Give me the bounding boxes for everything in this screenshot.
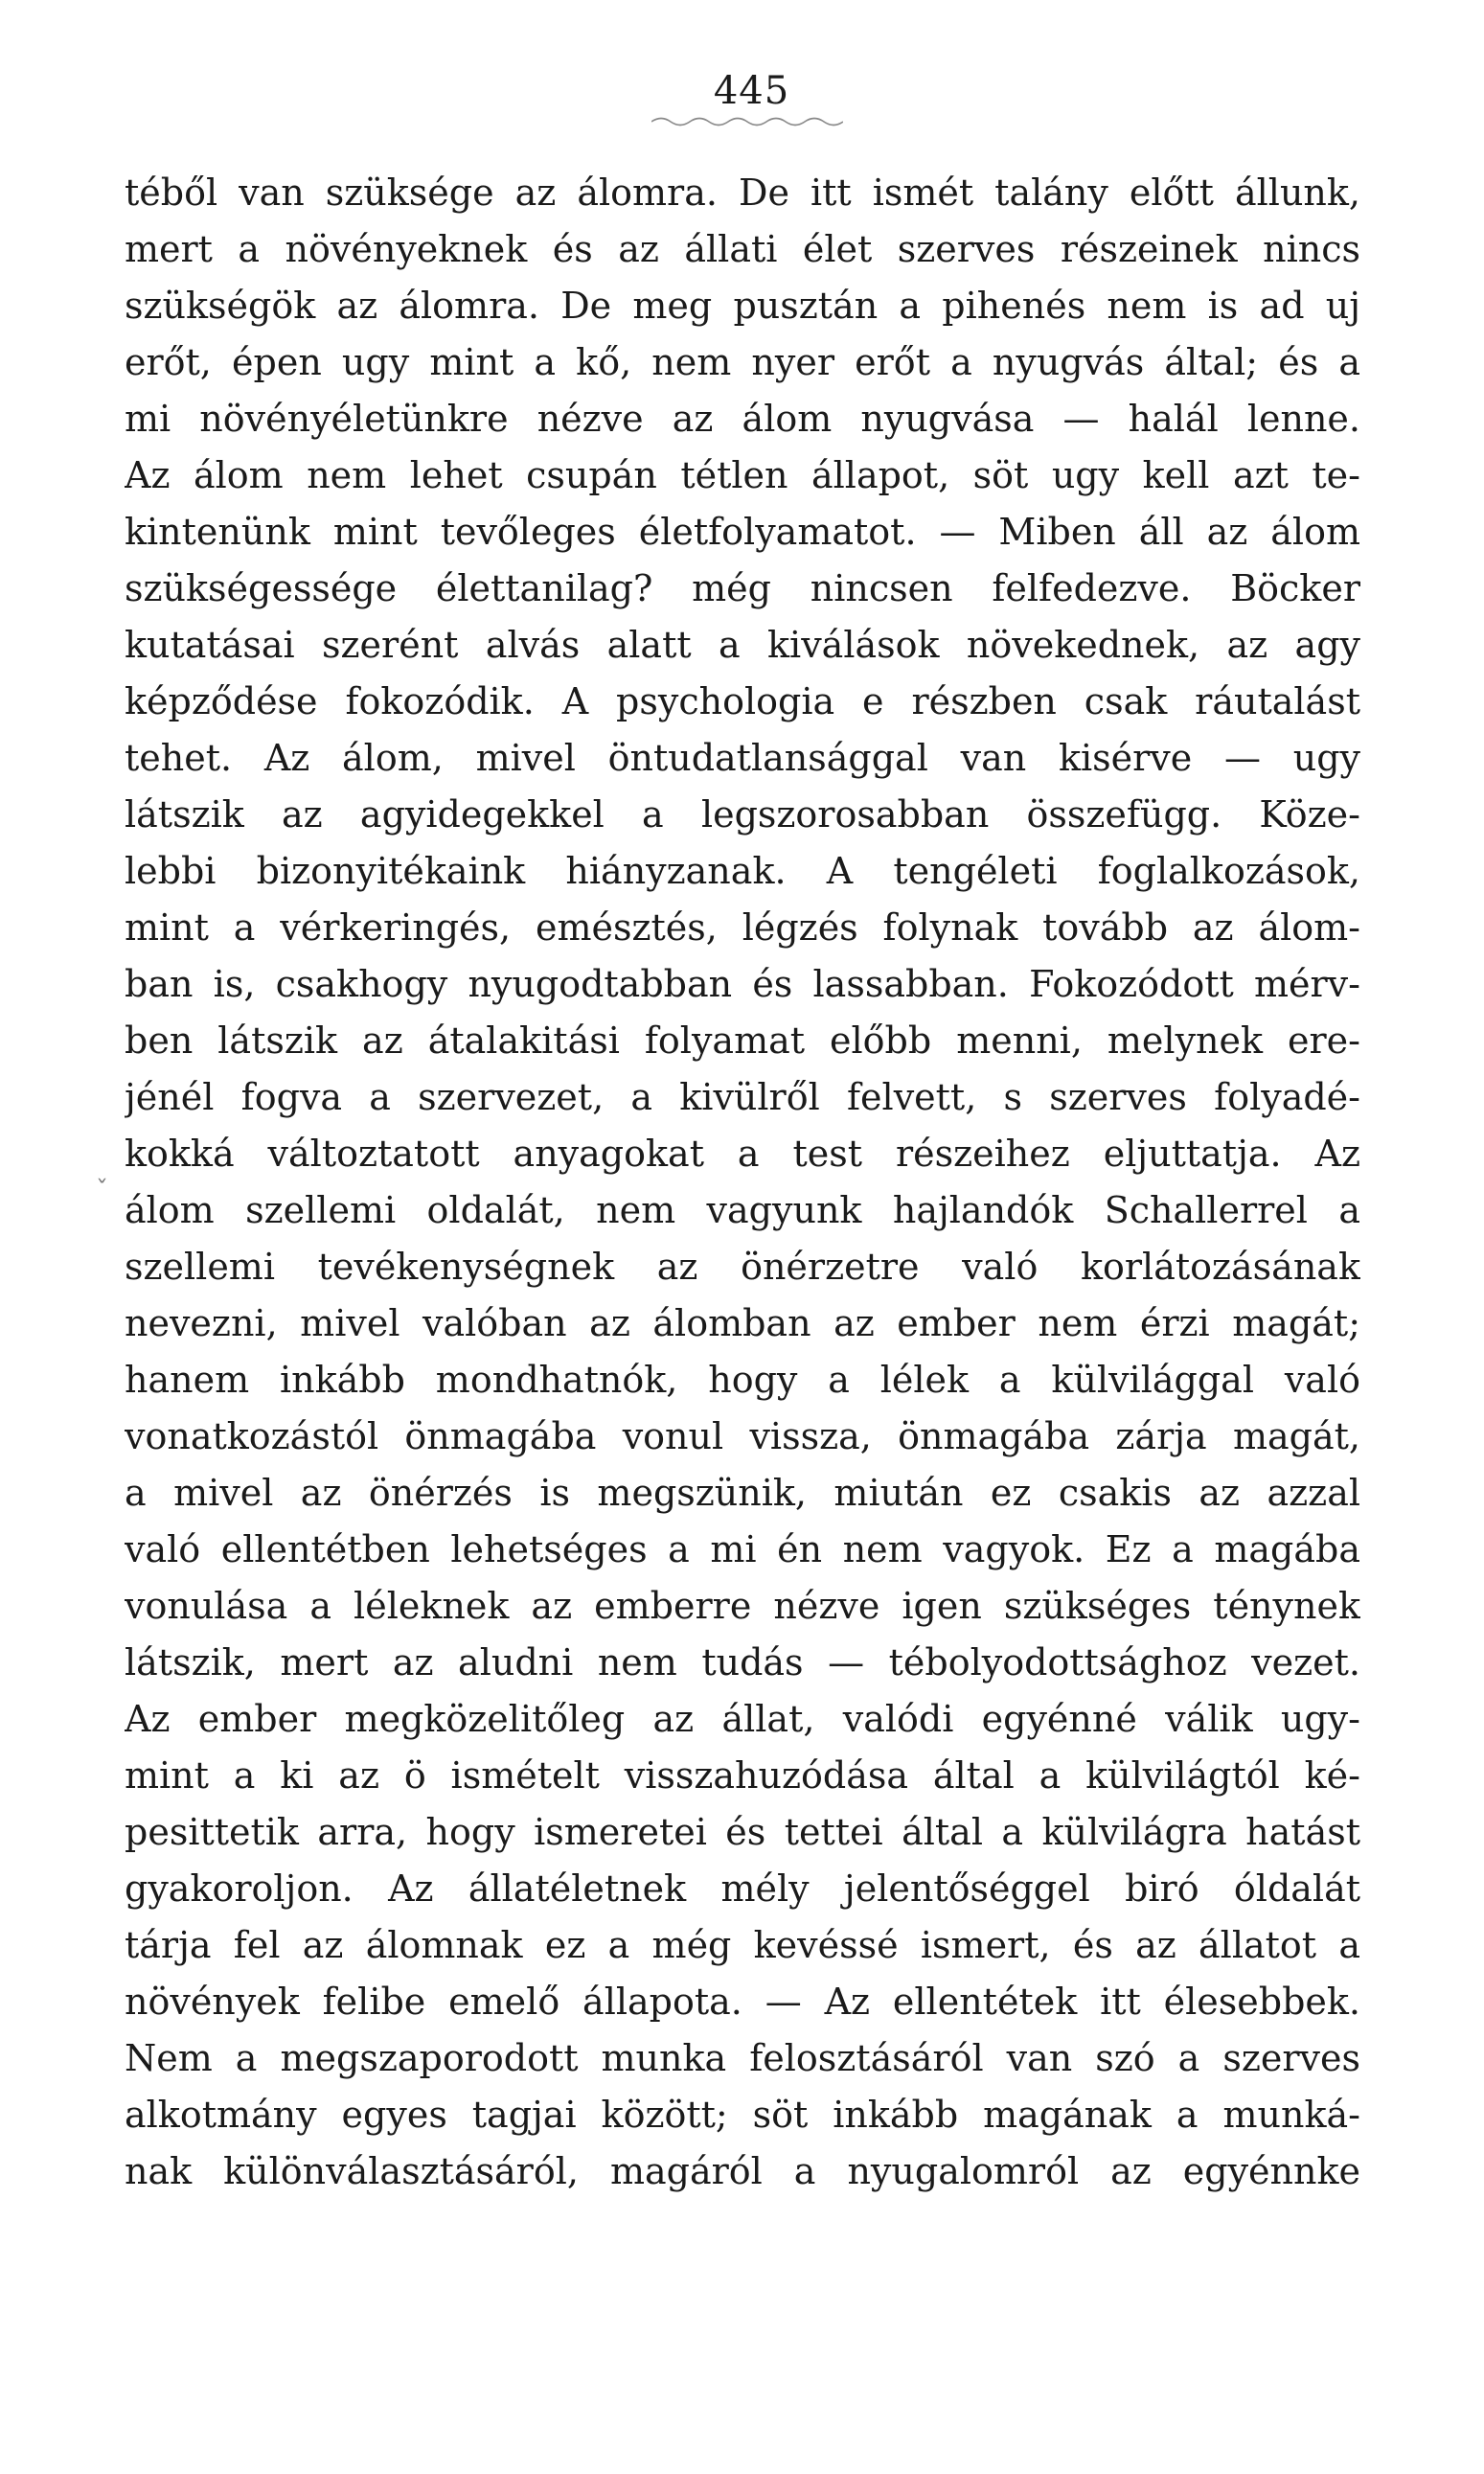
text-line: kintenünk mint tevőleges életfolyamatot. — Miben áll az álom xyxy=(125,511,1360,553)
text-line: Nem a megszaporodott munka felosztásáról van szó a szerves xyxy=(125,2037,1360,2079)
text-line: mint a vérkeringés, emésztés, légzés folynak tovább az álom- xyxy=(125,906,1360,949)
text-line: vonulása a léleknek az emberre nézve igen szükséges ténynek xyxy=(125,1585,1360,1627)
text-line: látszik az agyidegekkel a legszorosabban összefügg. Köze- xyxy=(125,793,1360,836)
text-line: lebbi bizonyitékaink hiányzanak. A tengéleti foglalkozások, xyxy=(125,850,1360,892)
text-line: növények felibe emelő állapota. — Az ellentétek itt élesebbek. xyxy=(125,1981,1360,2023)
text-line: látszik, mert az aludni nem tudás — tébolyodottsághoz vezet. xyxy=(125,1641,1360,1684)
text-line: tehet. Az álom, mivel öntudatlansággal van kisérve — ugy xyxy=(125,737,1360,779)
text-line: Az álom nem lehet csupán tétlen állapot, söt ugy kell azt te- xyxy=(125,454,1360,496)
text-line: kokká változtatott anyagokat a test részeihez eljuttatja. Az xyxy=(125,1133,1360,1175)
text-line: gyakoroljon. Az állatéletnek mély jelentőséggel biró óldalát xyxy=(125,1867,1360,1910)
text-line: szükségök az álomra. De meg pusztán a pihenés nem is ad uj xyxy=(125,285,1360,327)
text-line: téből van szüksége az álomra. De itt ismét talány előtt állunk, xyxy=(125,172,1360,214)
text-line: képződése fokozódik. A psychologia e részben csak ráutalást xyxy=(125,680,1360,722)
text-line: mi növényéletünkre nézve az álom nyugvása — halál lenne. xyxy=(125,398,1360,440)
text-line: ban is, csakhogy nyugodtabban és lassabban. Fokozódott mérv- xyxy=(125,963,1360,1005)
body-text xyxy=(125,165,1360,2200)
ornament-rule xyxy=(651,115,843,128)
text-line: ben látszik az átalakitási folyamat előbb menni, melynek ere- xyxy=(125,1019,1360,1062)
text-line: hanem inkább mondhatnók, hogy a lélek a külvilággal való xyxy=(125,1359,1360,1401)
text-line: nak különválasztásáról, magáról a nyugalomról az egyénnke xyxy=(125,2150,1360,2192)
page-number: 445 xyxy=(713,69,790,113)
text-line: alkotmány egyes tagjai között; söt inkább magának a munká- xyxy=(125,2094,1360,2136)
text-line: nevezni, mivel valóban az álomban az ember nem érzi magát; xyxy=(125,1302,1360,1344)
text-line: a mivel az önérzés is megszünik, miután ez csakis az azzal xyxy=(125,1472,1360,1514)
text-line: tárja fel az álomnak ez a még kevéssé ismert, és az állatot a xyxy=(125,1924,1360,1966)
text-line: kutatásai szerént alvás alatt a kiválások növekednek, az agy xyxy=(125,624,1360,666)
margin-mark: ˯ xyxy=(96,1155,108,1183)
text-line: szellemi tevékenységnek az önérzetre való korlátozásának xyxy=(125,1246,1360,1288)
text-line: erőt, épen ugy mint a kő, nem nyer erőt a nyugvás által; és a xyxy=(125,341,1360,383)
text-line: mint a ki az ö ismételt visszahuzódása által a külvilágtól ké- xyxy=(125,1754,1360,1797)
text-line: Az ember megközelitőleg az állat, valódi egyénné válik ugy- xyxy=(125,1698,1360,1740)
text-line: szükségessége élettanilag? még nincsen felfedezve. Böcker xyxy=(125,567,1360,609)
text-line: pesittetik arra, hogy ismeretei és tettei által a külvilágra hatást xyxy=(125,1811,1360,1853)
text-line: álom szellemi oldalát, nem vagyunk hajlandók Schallerrel a xyxy=(125,1189,1360,1231)
text-line: jénél fogva a szervezet, a kivülről felvett, s szerves folyadé- xyxy=(125,1076,1360,1118)
text-line: vonatkozástól önmagába vonul vissza, önmagába zárja magát, xyxy=(125,1415,1360,1457)
text-line: mert a növényeknek és az állati élet szerves részeinek nincs xyxy=(125,228,1360,270)
text-line: való ellentétben lehetséges a mi én nem vagyok. Ez a magába xyxy=(125,1528,1360,1570)
